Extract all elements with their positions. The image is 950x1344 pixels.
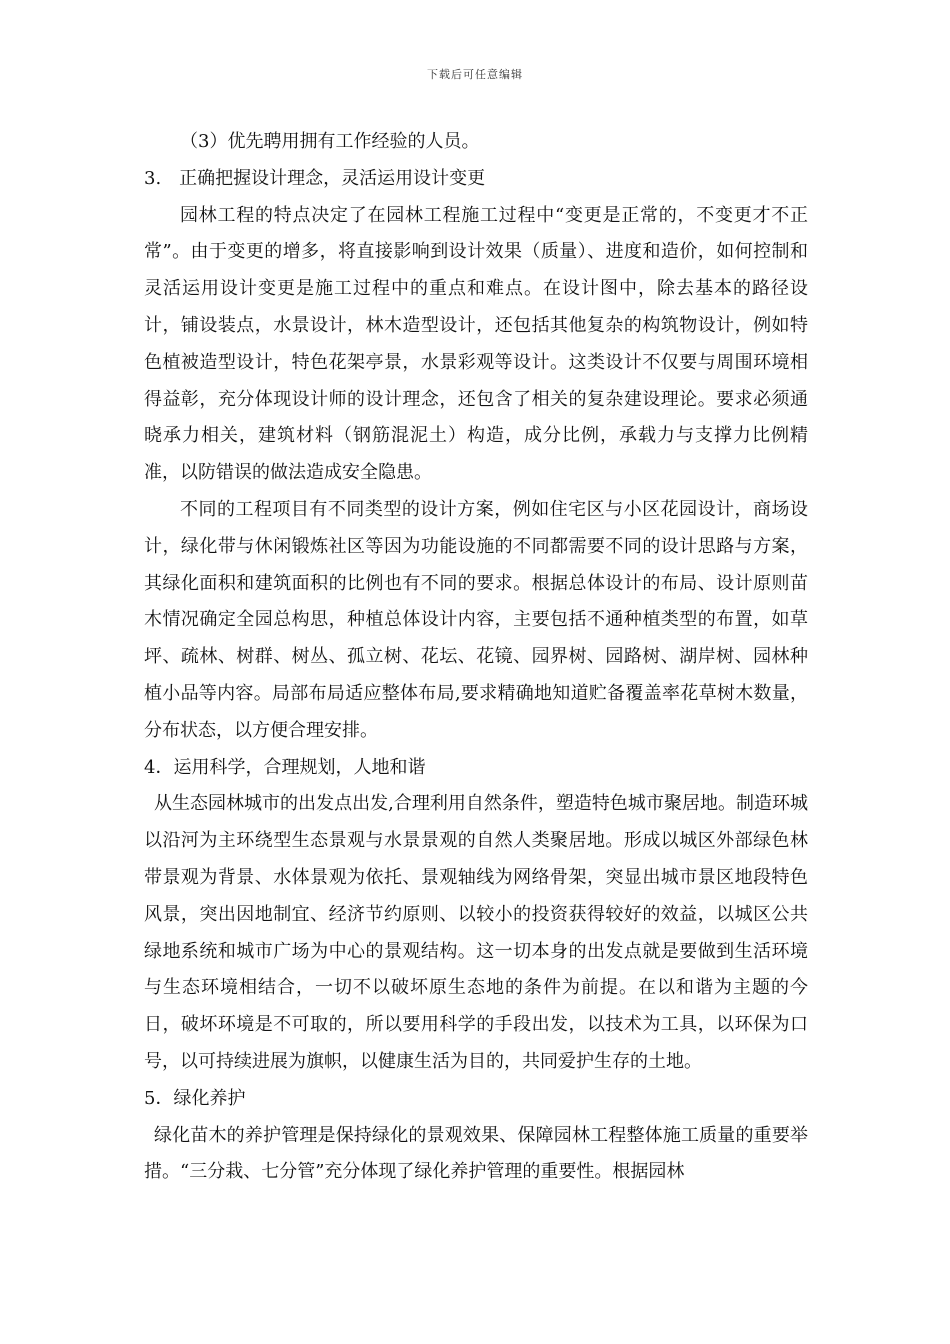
document-body [144, 124, 808, 1191]
paragraph-3a: 园林工程的特点决定了在园林工程施工过程中“变更是正常的，不变更才不正常”。由于变更的增多，将直接影响到设计效果（质量）、进度和造价，如何控制和灵活运用设计变更是施工过程中的重点和难点。在设计图中，除去基本的路径设计，铺设装点，水景设计，林木造型设计，还包括其他复杂的构筑物设计，例如特色植被造型设计，特色花架亭景，水景彩观等设计。这类设计不仅要与周围环境相得益彰，充分体现设计师的设计理念，还包含了相关的复杂建设理论。要求必须通晓承力相关，建筑材料（钢筋混泥土）构造，成分比例，承载力与支撑力比例精准，以防错误的做法造成安全隐患。 [144, 204, 808, 484]
paragraph-3b: 不同的工程项目有不同类型的设计方案，例如住宅区与小区花园设计，商场设计，绿化带与休闲锻炼社区等因为功能设施的不同都需要不同的设计思路与方案，其绿化面积和建筑面积的比例也有不同的要求。根据总体设计的布局、设计原则苗木情况确定全园总构思，种植总体设计内容，主要包括不通种植类型的布置，如草坪、疏林、树群、树丛、孤立树、花坛、花镜、园界树、园路树、湖岸树、园林种植小品等内容。局部布局适应整体布局,要求精确地知道贮备覆盖率花草树木数量，分布状态，以方便合理安排。 [144, 498, 808, 741]
page-header: 下载后可任意编辑 [427, 68, 523, 81]
paragraph-5: 绿化苗木的养护管理是保持绿化的景观效果、保障园林工程整体施工质量的重要举措。“三分栽、七分管”充分体现了绿化养护管理的重要性。根据园林 [144, 1124, 808, 1183]
section-heading-3: 3. 正确把握设计理念，灵活运用设计变更 [144, 167, 486, 189]
section-heading-5: 5．绿化养护 [144, 1087, 246, 1109]
paragraph-4: 从生态园林城市的出发点出发,合理利用自然条件，塑造特色城市聚居地。制造环城以沿河为主环绕型生态景观与水景景观的自然人类聚居地。形成以城区外部绿色林带景观为背景、水体景观为依托、景观轴线为网络骨架，突显出城市景区地段特色风景，突出因地制宜、经济节约原则、以较小的投资获得较好的效益，以城区公共绿地系统和城市广场为中心的景观结构。这一切本身的出发点就是要做到生活环境与生态环境相结合，一切不以破坏原生态地的条件为前提。在以和谐为主题的今日，破坏环境是不可取的，所以要用科学的手段出发，以技术为工具，以环保为口号，以可持续进展为旗帜，以健康生活为目的，共同爱护生存的土地。 [144, 793, 808, 1072]
section-heading-4: 4．运用科学，合理规划，人地和谐 [144, 756, 426, 778]
list-item-3: （3）优先聘用拥有工作经验的人员。 [180, 131, 480, 152]
